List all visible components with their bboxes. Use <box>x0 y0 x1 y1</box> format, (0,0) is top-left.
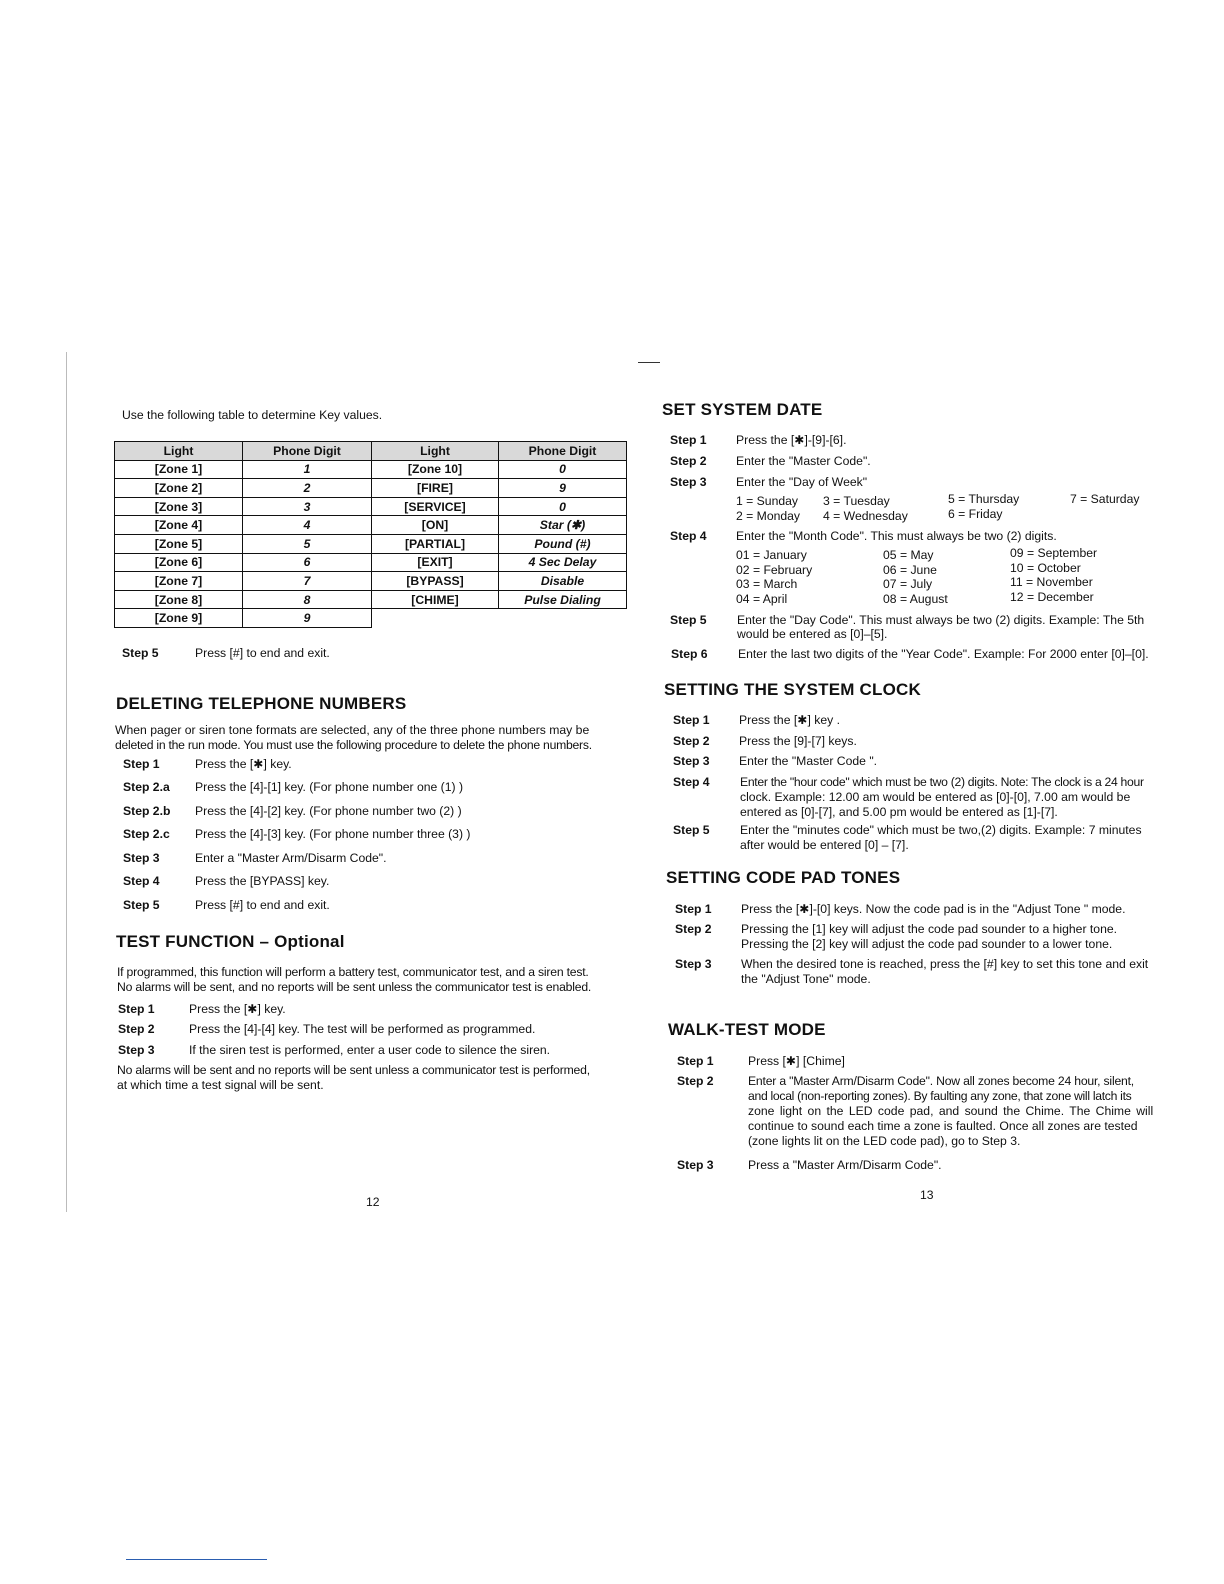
step-text: Enter the "Day of Week" <box>736 475 868 489</box>
test-outro-2: at which time a test signal will be sent. <box>117 1078 324 1092</box>
key-values-table <box>114 441 627 628</box>
step-label: Step 5 <box>123 898 160 912</box>
table-cell: [PARTIAL] <box>372 534 499 553</box>
test-intro-1: If programmed, this function will perform a battery test, communicator test, and a siren test. <box>117 965 589 979</box>
step-label: Step 3 <box>677 1158 714 1172</box>
table-cell: 8 <box>243 590 372 609</box>
scan-edge-line <box>66 352 67 1212</box>
table-row <box>115 590 627 609</box>
step-label: Step 2.a <box>123 780 170 794</box>
step-text: Pressing the [1] key will adjust the code pad sounder to a higher tone. <box>741 922 1118 936</box>
deleting-title: DELETING TELEPHONE NUMBERS <box>116 694 407 713</box>
step-label: Step 1 <box>670 433 707 447</box>
step-text: Press [#] to end and exit. <box>195 646 330 660</box>
table-header-row <box>115 442 627 461</box>
month-code-list <box>736 548 1196 608</box>
test-intro-2: No alarms will be sent, and no reports will be sent unless the communicator test is enabled. <box>117 980 592 994</box>
step-text: If the siren test is performed, enter a user code to silence the siren. <box>189 1043 551 1057</box>
table-cell: 4 <box>243 516 372 535</box>
header-light: Light <box>115 442 243 461</box>
table-row <box>115 534 627 553</box>
step-text-cont: clock. Example: 12.00 am would be entered as [0]-[0], 7.00 am would be <box>740 790 1131 804</box>
month-item: 10 = October <box>1010 560 1081 575</box>
step-label: Step 1 <box>677 1054 714 1068</box>
page-number-right: 13 <box>920 1188 934 1202</box>
setting-system-clock-title: SETTING THE SYSTEM CLOCK <box>664 680 921 699</box>
step-label: Step 5 <box>673 823 710 837</box>
table-cell: [CHIME] <box>372 590 499 609</box>
step-text-cont: after would be entered [0] – [7]. <box>740 838 909 852</box>
table-cell: 4 Sec Delay <box>499 553 627 572</box>
table-cell-empty <box>372 609 499 628</box>
step-text: When the desired tone is reached, press the [#] key to set this tone and exit <box>741 957 1149 971</box>
table-row <box>115 460 627 479</box>
step-label: Step 3 <box>123 851 160 865</box>
step-label: Step 2 <box>118 1022 155 1036</box>
month-item: 02 = February <box>736 562 813 577</box>
table-cell: 9 <box>243 609 372 628</box>
step-text-cont: continue to sound each time a zone is faulted. Once all zones are tested <box>748 1119 1138 1133</box>
table-row <box>115 553 627 572</box>
step-label: Step 6 <box>671 647 708 661</box>
step-label: Step 2 <box>677 1074 714 1088</box>
day-item: 2 = Monday <box>736 509 801 523</box>
step-text: Press the [✱] key. <box>195 757 292 771</box>
step-text: Press the [✱] key. <box>189 1002 286 1016</box>
table-cell: Pound (#) <box>499 534 627 553</box>
step-text-cont: Pressing the [2] key will adjust the code pad sounder to a lower tone. <box>741 937 1113 951</box>
month-item: 01 = January <box>736 548 807 562</box>
table-cell: [Zone 4] <box>115 516 243 535</box>
month-item: 12 = December <box>1010 589 1094 604</box>
step-label: Step 2 <box>675 922 712 936</box>
header-light-2: Light <box>372 442 499 461</box>
header-phone-digit: Phone Digit <box>243 442 372 461</box>
day-of-week-list <box>736 494 1196 524</box>
step-text: Press a "Master Arm/Disarm Code". <box>748 1158 942 1172</box>
table-cell: Pulse Dialing <box>499 590 627 609</box>
step-label: Step 3 <box>118 1043 155 1057</box>
table-cell: 9 <box>499 479 627 498</box>
step-label: Step 4 <box>670 529 707 543</box>
table-cell: 5 <box>243 534 372 553</box>
step-text-cont: and local (non-reporting zones). By faulting any zone, that zone will latch its <box>748 1089 1132 1103</box>
day-item: 5 = Thursday <box>948 492 1020 506</box>
table-cell: 6 <box>243 553 372 572</box>
month-item: 11 = November <box>1010 575 1093 589</box>
table-row <box>115 479 627 498</box>
month-item: 09 = September <box>1010 546 1098 560</box>
setting-code-pad-tones-title: SETTING CODE PAD TONES <box>666 868 901 887</box>
step-text: Press the [9]-[7] keys. <box>739 734 857 748</box>
step-label: Step 1 <box>118 1002 155 1016</box>
table-cell: [Zone 2] <box>115 479 243 498</box>
step-text-cont: entered as [0]-[7], and 5.00 pm would be entered as [1]-[7]. <box>740 805 1058 819</box>
table-cell-empty <box>499 609 627 628</box>
step-text-cont: would be entered as [0]–[5]. <box>737 627 888 641</box>
step-label: Step 2 <box>670 454 707 468</box>
step-text: Enter the "Day Code". This must always be two (2) digits. Example: The 5th <box>737 613 1145 627</box>
table-cell: 1 <box>243 460 372 479</box>
table-cell: [Zone 9] <box>115 609 243 628</box>
scan-mark <box>638 362 660 363</box>
step-text: Enter a "Master Arm/Disarm Code". Now all zones become 24 hour, silent, <box>748 1074 1134 1088</box>
month-item: 06 = June <box>883 562 937 577</box>
step-text: Press the [4]-[1] key. (For phone number one (1) ) <box>195 780 464 794</box>
step-text: Press the [BYPASS] key. <box>195 874 330 888</box>
step-label: Step 5 <box>122 646 159 660</box>
step-text: Enter the "Master Code ". <box>739 754 878 768</box>
day-item: 3 = Tuesday <box>823 494 890 508</box>
step-text: Press the [✱]-[9]-[6]. <box>736 433 847 447</box>
table-cell: [Zone 6] <box>115 553 243 572</box>
day-item: 1 = Sunday <box>736 494 799 508</box>
step-label: Step 3 <box>673 754 710 768</box>
step-text-cont: (zone lights lit on the LED code pad), go to Step 3. <box>748 1134 1021 1148</box>
step-text: Press the [4]-[4] key. The test will be performed as programmed. <box>189 1022 536 1036</box>
page-number-left: 12 <box>366 1195 380 1209</box>
table-cell: Disable <box>499 572 627 591</box>
table-cell: [Zone 1] <box>115 460 243 479</box>
step-text: Enter the "hour code" which must be two (2) digits. Note: The clock is a 24 hour <box>740 775 1144 789</box>
day-item: 6 = Friday <box>948 507 1003 521</box>
step-label: Step 1 <box>123 757 160 771</box>
day-item: 4 = Wednesday <box>823 509 908 523</box>
step-text: Press the [4]-[2] key. (For phone number two (2) ) <box>195 804 462 818</box>
set-system-date-title: SET SYSTEM DATE <box>662 400 823 419</box>
table-cell: [Zone 5] <box>115 534 243 553</box>
table-row <box>115 609 627 628</box>
walk-test-mode-title: WALK-TEST MODE <box>668 1020 826 1039</box>
step-text: Enter the "Month Code". This must always be two (2) digits. <box>736 529 1057 543</box>
step-label: Step 4 <box>123 874 160 888</box>
step-label: Step 1 <box>675 902 712 916</box>
table-cell: [EXIT] <box>372 553 499 572</box>
step-text-cont: the "Adjust Tone" mode. <box>741 972 871 986</box>
table-cell: 0 <box>499 460 627 479</box>
step-text: Press the [4]-[3] key. (For phone number three (3) ) <box>195 827 471 841</box>
step-text-cont: zone light on the LED code pad, and sound the Chime. The Chime will <box>748 1104 1154 1118</box>
header-phone-digit-2: Phone Digit <box>499 442 627 461</box>
step-text: Enter the "minutes code" which must be two,(2) digits. Example: 7 minutes <box>740 823 1142 837</box>
test-function-title: TEST FUNCTION – Optional <box>116 932 345 951</box>
table-cell: 2 <box>243 479 372 498</box>
table-cell: [SERVICE] <box>372 497 499 516</box>
table-cell: 0 <box>499 497 627 516</box>
month-item: 05 = May <box>883 548 934 562</box>
table-cell: 7 <box>243 572 372 591</box>
table-cell: Star (✱) <box>499 516 627 535</box>
step-text: Enter the "Master Code". <box>736 454 871 468</box>
step-label: Step 4 <box>673 775 710 789</box>
step-text: Enter a "Master Arm/Disarm Code". <box>195 851 387 865</box>
test-outro-1: No alarms will be sent and no reports will be sent unless a communicator test is performed, <box>117 1063 590 1077</box>
table-row <box>115 516 627 535</box>
table-cell: [Zone 8] <box>115 590 243 609</box>
step-label: Step 3 <box>675 957 712 971</box>
month-item: 08 = August <box>883 591 948 606</box>
deleting-intro-1: When pager or siren tone formats are selected, any of the three phone numbers may be <box>115 723 590 737</box>
step-label: Step 2.c <box>123 827 170 841</box>
deleting-intro-2: deleted in the run mode. You must use the following procedure to delete the phone numbers. <box>115 738 592 752</box>
step-label: Step 2.b <box>123 804 171 818</box>
step-text: Press [✱] [Chime] <box>748 1054 845 1068</box>
table-row <box>115 572 627 591</box>
step-text: Press [#] to end and exit. <box>195 898 330 912</box>
step-label: Step 5 <box>670 613 707 627</box>
step-label: Step 1 <box>673 713 710 727</box>
bottom-link-rule <box>126 1559 267 1560</box>
step-text: Press the [✱] key . <box>739 713 840 727</box>
step-label: Step 2 <box>673 734 710 748</box>
table-cell: [FIRE] <box>372 479 499 498</box>
table-cell: [ON] <box>372 516 499 535</box>
table-row <box>115 497 627 516</box>
table-cell: [Zone 3] <box>115 497 243 516</box>
table-cell: [Zone 7] <box>115 572 243 591</box>
table-intro: Use the following table to determine Key values. <box>122 408 383 422</box>
table-cell: 3 <box>243 497 372 516</box>
step-label: Step 3 <box>670 475 707 489</box>
month-item: 04 = April <box>736 591 788 606</box>
step-text: Press the [✱]-[0] keys. Now the code pad is in the "Adjust Tone " mode. <box>741 902 1126 916</box>
table-cell: [BYPASS] <box>372 572 499 591</box>
day-item: 7 = Saturday <box>1070 492 1140 506</box>
table-cell: [Zone 10] <box>372 460 499 479</box>
month-item: 03 = March <box>736 577 798 591</box>
month-item: 07 = July <box>883 577 933 591</box>
step-text: Enter the last two digits of the "Year Code". Example: For 2000 enter [0]–[0]. <box>738 647 1149 661</box>
